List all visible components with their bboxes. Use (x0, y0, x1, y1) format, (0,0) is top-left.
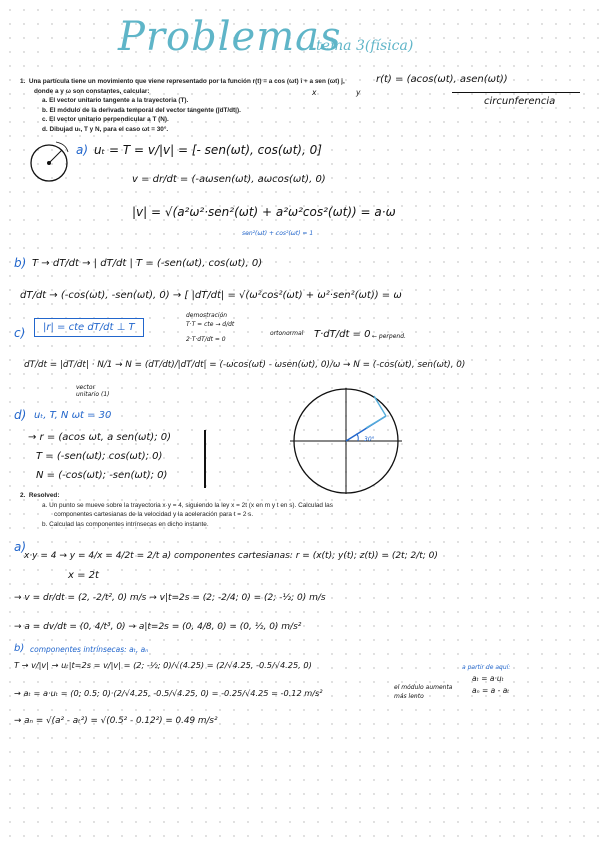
problem1-item-c: c. El vector unitario perpendicular a T (N). (42, 116, 169, 123)
solution2-b-label: b) (14, 643, 25, 654)
solution1-c-line2: dT/dt = |dT/dt| · N/1 → N = (dT/dt)/|dT/dt| = (-ωcos(ωt) - ωsen(ωt), 0)/ω → N = (-cos(ωt), sen(ωt), 0) (24, 360, 466, 370)
solution1-c-note4: ortonormal (270, 330, 304, 337)
solution1-c-label: c) (14, 326, 26, 340)
problem1-statement (20, 77, 345, 134)
solution2-b-note2: más lento (394, 693, 424, 700)
solution1-b-label: b) (14, 256, 27, 270)
problem1-text-line2: donde a y ω son constantes, calcular: (34, 87, 150, 95)
solution1-d-label: d) (14, 408, 27, 422)
solution1-c-box: |r| = cte dT/dt ⊥ T (34, 318, 144, 337)
problem2-item-a1: a. Un punto se mueve sobre la trayectoria x·y = 4, siguiendo la ley x = 2t (x en m y t en s). Calculad las (42, 501, 333, 509)
solution1-d-n: N = (-cos(ωt); -sen(ωt); 0) (36, 470, 168, 481)
problem1-text-line1: Una partícula tiene un movimiento que viene representado por la función r(t) = a cos (ωt) î + a sen (ωt) ĵ, (28, 78, 345, 85)
problem1-number: 1. (20, 78, 26, 85)
problem2-number: 2. (20, 492, 26, 499)
solution1-c-note1: demostración (186, 312, 228, 319)
solution2-b-line3: → aₙ = √(a² - aₜ²) = √(0.5² - 0.12²) = 0.49 m/s² (14, 716, 218, 726)
solution2-side1: a partir de aquí: (462, 664, 511, 671)
page-subtitle: tema 3(física) (316, 38, 414, 54)
problem1-item-d: d. Dibujad uₜ, T y N, para el caso ωt = 30°. (42, 125, 169, 133)
note-y: y (356, 88, 361, 97)
page-title: Problemas (118, 14, 342, 60)
note-circumference: circunferencia (484, 96, 556, 107)
problem2-heading: Resolved: (28, 492, 60, 499)
solution2-a-line2: → v = dr/dt = (2, -2/t², 0) m/s → v|t=2s = (2; -2/4; 0) = (2; -½; 0) m/s (14, 593, 326, 603)
solution1-c-note3: 2·T·dT/dt = 0 (186, 336, 226, 343)
problem1-item-b: b. El módulo de la derivada temporal del vector tangente (|dT/dt|). (42, 106, 241, 114)
unit-circle-diagram (286, 386, 404, 496)
note-x: x (312, 88, 317, 97)
solution2-b-line2: → aₜ = a·uₜ = (0; 0.5; 0)·(2/√4.25, -0.5/√4.25, 0) = -0.25/√4.25 = -0.12 m/s² (14, 688, 323, 698)
solution1-d-t: T = (-sen(ωt); cos(ωt); 0) (36, 451, 163, 462)
solution1-c-note2: T·T = cte → d/dt (186, 321, 235, 328)
note-position-vector: r(t) = (acos(ωt), asen(ωt)) (376, 74, 508, 85)
solution1-a-line3: |v| = √(a²ω²·sen²(ωt) + a²ω²cos²(ωt)) = a·ω (132, 205, 396, 219)
underline (452, 92, 580, 93)
solution1-a-note: sen²(ωt) + cos²(ωt) = 1 (242, 230, 314, 237)
solution2-side3: aₙ = a - aₜ (472, 686, 510, 695)
solution2-side2: aₜ = a·uₜ (472, 674, 504, 683)
problem1-item-a: a. El vector unitario tangente a la trayectoria (T). (42, 97, 189, 104)
solution2-a-line3: → a = dv/dt = (0, 4/t³, 0) → a|t=2s = (0, 4/8, 0) = (0, ½, 0) m/s² (14, 622, 302, 632)
problem2-item-a2: componentes cartesianas de la velocidad y la aceleración para t = 2 s. (54, 511, 254, 518)
solution1-d-line1: uₜ, T, N ωt = 30 (34, 410, 112, 421)
solution1-a-line1: uₜ = T = v/|v| = [- sen(ωt), cos(ωt), 0] (94, 143, 322, 157)
solution1-b-line1: T → dT/dt → | dT/dt | T = (-sen(ωt), cos(ωt), 0) (32, 258, 263, 269)
problem2-statement (20, 491, 333, 529)
solution1-c-perp: ← perpend. (372, 333, 406, 340)
solution1-c-unit: vector unitario (1) (76, 384, 110, 398)
solution2-a-line1: x·y = 4 → y = 4/x = 4/2t = 2/t a) componentes cartesianas: r = (x(t); y(t); z(t)) = (2t; 2/t; 0) (24, 551, 438, 561)
solution2-b-line1: T → v/|v| → uₜ|t=2s = v/|v| = (2; -½; 0)/√(4.25) = (2/√4.25, -0.5/√4.25, 0) (14, 660, 312, 670)
solution2-a-label: a) (14, 540, 27, 554)
solution1-b-line2: dT/dt → (-cos(ωt), -sen(ωt), 0) → [ |dT/dt| = √(ω²cos²(ωt) + ω²·sen²(ωt)) = ω (20, 290, 402, 301)
circle-sketch (26, 138, 72, 184)
solution1-c-result: T·dT/dt = 0 (314, 329, 371, 340)
solution1-a-line2: v = dr/dt = (-aωsen(ωt), aωcos(ωt), 0) (132, 174, 326, 185)
solution1-d-r: → r = (acos ωt, a sen(ωt); 0) (28, 432, 172, 443)
solution1-a-label: a) (76, 143, 89, 157)
bracket (204, 430, 206, 488)
solution2-a-x: x = 2t (68, 570, 99, 581)
solution2-b-title: componentes intrínsecas: aₜ, aₙ (30, 645, 149, 654)
normal-vector-arrow (366, 416, 386, 428)
solution2-b-note1: el módulo aumenta (394, 684, 453, 691)
solution1-d-angle: 30° (364, 436, 375, 443)
problem2-item-b: b. Calculad las componentes intrínsecas en dicho instante. (42, 520, 209, 528)
